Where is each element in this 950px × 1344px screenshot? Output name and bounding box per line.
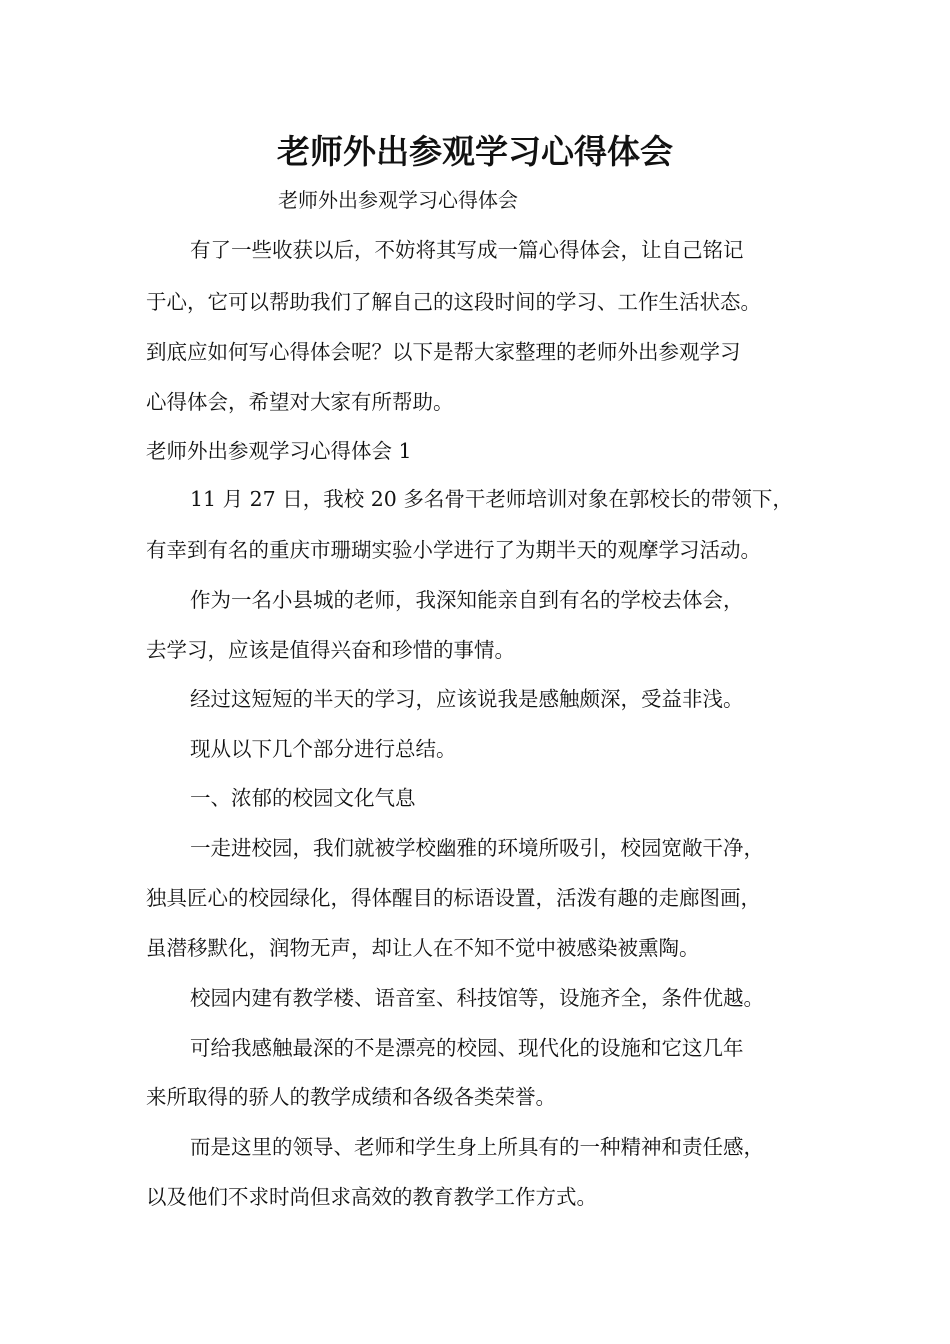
paragraph-line: 以及他们不求时尚但求高效的教育教学工作方式。 [146,1185,597,1209]
document-subtitle: 老师外出参观学习心得体会 [278,188,518,212]
paragraph-line: 有幸到有名的重庆市珊瑚实验小学进行了为期半天的观摩学习活动。 [146,538,761,562]
paragraph-line: 校园内建有教学楼、语音室、科技馆等，设施齐全，条件优越。 [190,986,764,1010]
paragraph-line: 独具匠心的校园绿化，得体醒目的标语设置，活泼有趣的走廊图画， [146,886,761,910]
paragraph-line: 有了一些收获以后，不妨将其写成一篇心得体会，让自己铭记 [190,238,744,262]
paragraph-line: 可给我感触最深的不是漂亮的校园、现代化的设施和它这几年 [190,1036,744,1060]
paragraph-line: 心得体会，希望对大家有所帮助。 [146,390,454,414]
paragraph-line: 于心，它可以帮助我们了解自己的这段时间的学习、工作生活状态。 [146,290,761,314]
section-heading: 一、浓郁的校园文化气息 [190,786,416,810]
paragraph-line: 经过这短短的半天的学习，应该说我是感触颇深，受益非浅。 [190,687,744,711]
paragraph-line: 现从以下几个部分进行总结。 [190,737,457,761]
paragraph-line: 来所取得的骄人的教学成绩和各级各类荣誉。 [146,1085,556,1109]
section-heading: 老师外出参观学习心得体会 1 [146,439,412,463]
paragraph-line: 11 月 27 日，我校 20 多名骨干老师培训对象在郭校长的带领下， [190,487,793,511]
paragraph-line: 作为一名小县城的老师，我深知能亲自到有名的学校去体会， [190,588,744,612]
paragraph-line: 到底应如何写心得体会呢？以下是帮大家整理的老师外出参观学习 [146,340,741,364]
document-title: 老师外出参观学习心得体会 [277,132,673,171]
paragraph-line: 去学习，应该是值得兴奋和珍惜的事情。 [146,638,515,662]
paragraph-line: 而是这里的领导、老师和学生身上所具有的一种精神和责任感， [190,1135,764,1159]
paragraph-line: 一走进校园，我们就被学校幽雅的环境所吸引，校园宽敞干净， [190,836,764,860]
paragraph-line: 虽潜移默化，润物无声，却让人在不知不觉中被感染被熏陶。 [146,936,700,960]
